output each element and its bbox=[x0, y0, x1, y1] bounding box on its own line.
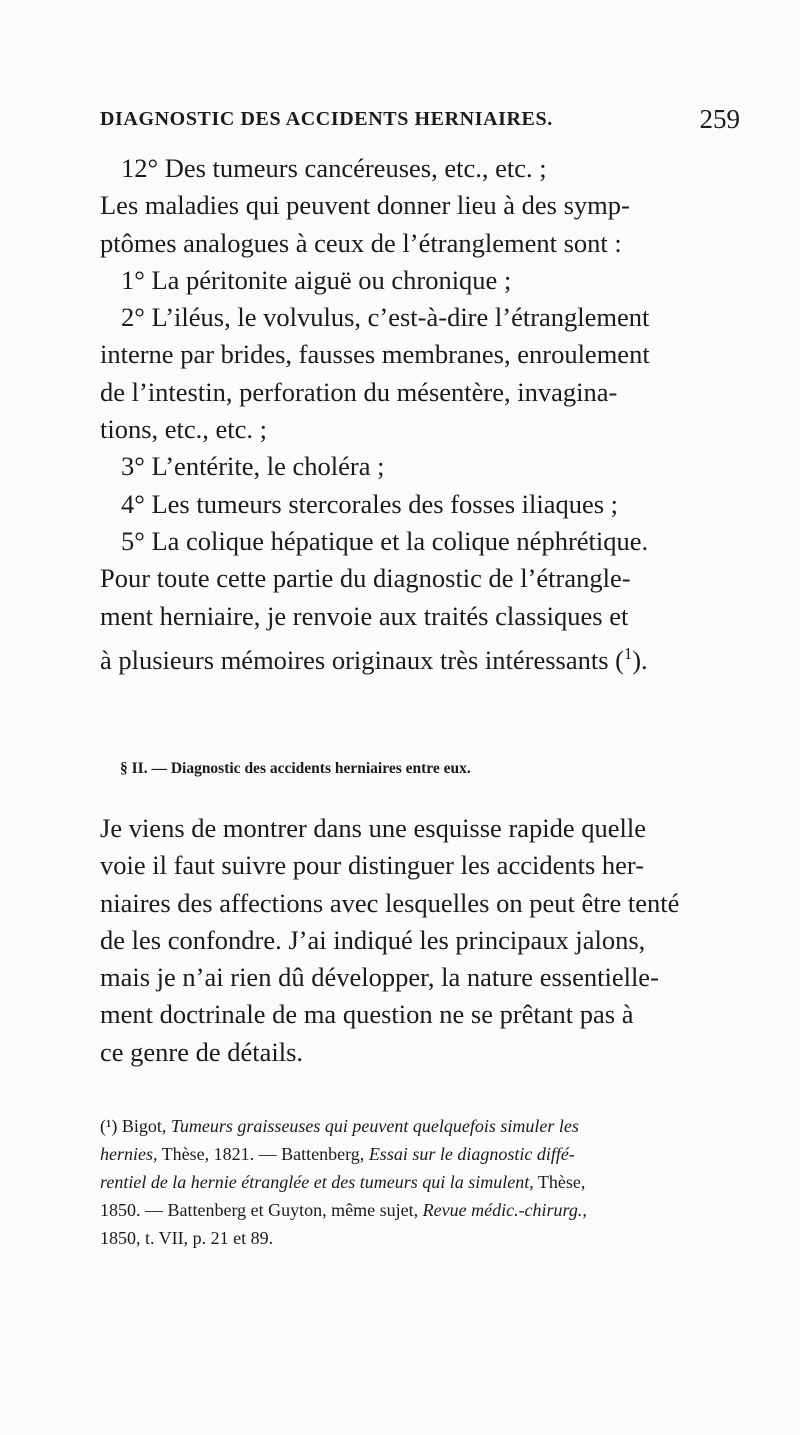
text-line bbox=[100, 635, 740, 675]
footnote-text: Thèse, bbox=[533, 1172, 586, 1192]
text-line: mais je n’ai rien dû développer, la nature essentielle- bbox=[100, 962, 659, 993]
footnote-text: Bigot, bbox=[117, 1116, 171, 1136]
text-line: de les confondre. J’ai indiqué les principaux jalons, bbox=[100, 924, 646, 955]
footnote-reference: 1 bbox=[623, 643, 633, 663]
text-line: ment doctrinale de ma question ne se prêtant pas à bbox=[100, 999, 634, 1030]
footnote-line bbox=[100, 1196, 750, 1224]
text-line: 12° Des tumeurs cancéreuses, etc., etc. ; bbox=[121, 153, 547, 183]
running-title: DIAGNOSTIC DES ACCIDENTS HERNIAIRES. bbox=[100, 108, 553, 130]
text-line: interne par brides, fausses membranes, enroulement bbox=[100, 339, 650, 370]
text-line: niaires des affections avec lesquelles on peut être tenté bbox=[100, 887, 680, 918]
footnote-line bbox=[100, 1140, 750, 1168]
text-line: ce genre de détails. bbox=[100, 1036, 304, 1067]
text-line: 1° La péritonite aiguë ou chronique ; bbox=[121, 264, 512, 295]
text-line: Je viens de montrer dans une esquisse rapide quelle bbox=[100, 813, 647, 843]
footnote-line: 1850, t. VII, p. 21 et 89. bbox=[100, 1228, 274, 1248]
footnote-text: Thèse, 1821. — Battenberg, bbox=[157, 1144, 369, 1164]
footnote-line bbox=[100, 1168, 750, 1196]
footnote bbox=[100, 1112, 750, 1252]
footnote-line bbox=[100, 1112, 750, 1140]
text-line: ptômes analogues à ceux de l’étranglement sont : bbox=[100, 227, 622, 258]
text-line: 5° La colique hépatique et la colique néphrétique. bbox=[121, 525, 649, 556]
text-line: de l’intestin, perforation du mésentère, invagina- bbox=[100, 376, 618, 407]
footnote-text: 1850. — Battenberg et Guyton, même sujet, bbox=[100, 1200, 423, 1220]
footnote-marker: (¹) bbox=[100, 1116, 118, 1136]
footnote-title: Essai sur le diagnostic diffé- bbox=[368, 1144, 575, 1164]
text-line: 2° L’iléus, le volvulus, c’est-à-dire l’étranglement bbox=[121, 302, 650, 333]
running-header bbox=[100, 104, 740, 140]
paragraph-list-of-mimicking-conditions bbox=[100, 150, 740, 675]
text-line-body: à plusieurs mémoires originaux très intéressants ( bbox=[100, 644, 624, 675]
footnote-title: hernies, bbox=[100, 1144, 158, 1164]
paragraph-section-intro bbox=[100, 810, 740, 1071]
text-line: Pour toute cette partie du diagnostic de l’étrangle- bbox=[100, 563, 631, 594]
text-line: 3° L’entérite, le choléra ; bbox=[121, 451, 385, 482]
page-number: 259 bbox=[699, 104, 740, 134]
text-line: ment herniaire, je renvoie aux traités classiques et bbox=[100, 600, 629, 631]
text-line: voie il faut suivre pour distinguer les accidents her- bbox=[100, 850, 645, 881]
text-line: 4° Les tumeurs stercorales des fosses iliaques ; bbox=[121, 488, 619, 519]
text-line-end: ). bbox=[632, 644, 648, 675]
text-line: tions, etc., etc. ; bbox=[100, 414, 268, 445]
footnote-title: rentiel de la hernie étranglée et des tumeurs qui la simulent, bbox=[100, 1172, 534, 1192]
section-heading: § II. — Diagnostic des accidents herniaires entre eux. bbox=[120, 760, 471, 777]
footnote-title: Tumeurs graisseuses qui peuvent quelquefois simuler les bbox=[170, 1116, 579, 1136]
text-line: Les maladies qui peuvent donner lieu à des symp- bbox=[100, 190, 630, 221]
footnote-title: Revue médic.-chirurg., bbox=[422, 1200, 587, 1220]
